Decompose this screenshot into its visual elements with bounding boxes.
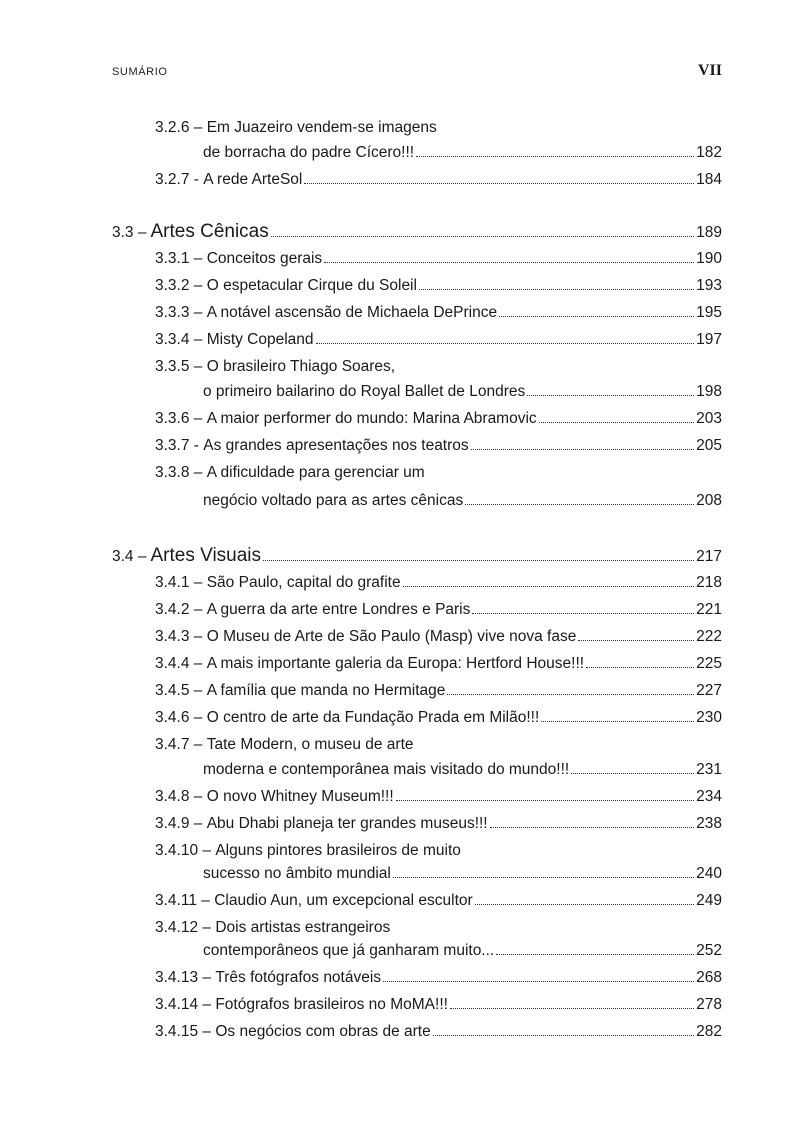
toc-entry [155, 118, 722, 138]
toc-entry [155, 735, 722, 755]
entry-title: O Museu de Arte de São Paulo (Masp) vive nova fase [206, 628, 577, 645]
entry-number: 3.2.6 – [155, 119, 203, 136]
entry-number: 3.3.7 - [155, 437, 199, 454]
running-head: SUMÁRIO [112, 66, 168, 78]
entry-page: 222 [696, 628, 722, 645]
toc-entry [155, 573, 722, 593]
entry-title: A família que manda no Hermitage [206, 682, 446, 699]
dot-leader [271, 236, 694, 237]
entry-page: 252 [696, 942, 722, 959]
entry-title: Abu Dhabi planeja ter grandes museus!!! [206, 815, 488, 832]
dot-leader [324, 262, 694, 263]
toc-entry [155, 330, 722, 350]
entry-page: 231 [696, 761, 722, 778]
entry-number: 3.3.8 – [155, 464, 203, 481]
toc-entry [155, 787, 722, 807]
dot-leader [496, 954, 694, 955]
entry-page: 205 [696, 437, 722, 454]
dot-leader [419, 289, 694, 290]
entry-number: 3.3.4 – [155, 331, 203, 348]
dot-leader [472, 613, 694, 614]
entry-title: Em Juazeiro vendem-se imagens [206, 119, 437, 136]
entry-title: As grandes apresentações nos teatros [203, 437, 469, 454]
toc-entry [155, 249, 722, 269]
dot-leader [586, 667, 694, 668]
entry-number: 3.4.4 – [155, 655, 203, 672]
entry-title: A mais importante galeria da Europa: Hertford House!!! [206, 655, 585, 672]
entry-title: A notável ascensão de Michaela DePrince [206, 304, 498, 321]
entry-title-continued: o primeiro bailarino do Royal Ballet de Londres [203, 383, 526, 400]
toc-section [112, 222, 722, 243]
toc-entry [155, 891, 722, 911]
entry-title-continued: sucesso no âmbito mundial [203, 865, 391, 882]
dot-leader [450, 1008, 694, 1009]
dot-leader [499, 316, 694, 317]
entry-number: 3.3.6 – [155, 410, 203, 427]
entry-title: Alguns pintores brasileiros de muito [215, 842, 461, 859]
toc-entry-continuation [203, 941, 722, 961]
entry-page: 227 [696, 682, 722, 699]
toc-entry [155, 357, 722, 377]
entry-number: 3.4.14 – [155, 996, 212, 1013]
toc-entry [155, 463, 722, 483]
entry-title: Tate Modern, o museu de arte [206, 736, 414, 753]
dot-leader [447, 694, 694, 695]
dot-leader [304, 183, 694, 184]
entry-page: 282 [696, 1023, 722, 1040]
toc-section [112, 546, 722, 567]
entry-title: A maior performer do mundo: Marina Abramovic [206, 410, 537, 427]
section-page: 189 [696, 224, 722, 241]
toc-entry [155, 436, 722, 456]
entry-title: O novo Whitney Museum!!! [206, 788, 394, 805]
toc-entry [155, 681, 722, 701]
toc-entry [155, 170, 722, 190]
entry-title: O centro de arte da Fundação Prada em Milão!!! [206, 709, 540, 726]
entry-title-continued: moderna e contemporânea mais visitado do mundo!!! [203, 761, 570, 778]
toc-entry [155, 841, 722, 861]
entry-page: 193 [696, 277, 722, 294]
entry-page: 203 [696, 410, 722, 427]
toc-entry [155, 409, 722, 429]
dot-leader [403, 586, 695, 587]
entry-title-continued: contemporâneos que já ganharam muito... [203, 942, 495, 959]
toc-entry [155, 968, 722, 988]
dot-leader [316, 343, 695, 344]
dot-leader [571, 773, 694, 774]
dot-leader [539, 422, 694, 423]
entry-number: 3.4.11 – [155, 892, 210, 909]
toc-entry [155, 1022, 722, 1042]
toc-entry [155, 995, 722, 1015]
toc-entry [155, 276, 722, 296]
entry-page: 218 [696, 574, 722, 591]
toc-entry [155, 708, 722, 728]
entry-title-continued: de borracha do padre Cícero!!! [203, 144, 415, 161]
entry-page: 195 [696, 304, 722, 321]
dot-leader [433, 1035, 694, 1036]
toc-entry [155, 814, 722, 834]
dot-leader [471, 449, 694, 450]
dot-leader [465, 504, 694, 505]
entry-page: 182 [696, 144, 722, 161]
entry-title: Os negócios com obras de arte [215, 1023, 431, 1040]
entry-page: 197 [696, 331, 722, 348]
dot-leader [541, 721, 694, 722]
section-number: 3.3 – [112, 224, 147, 241]
toc-entry-continuation [203, 143, 722, 163]
entry-title-continued: negócio voltado para as artes cênicas [203, 492, 464, 509]
entry-title: A rede ArteSol [203, 171, 303, 188]
entry-title: Misty Copeland [206, 331, 314, 348]
entry-page: 249 [696, 892, 722, 909]
entry-number: 3.3.1 – [155, 250, 203, 267]
entry-number: 3.4.12 – [155, 919, 212, 936]
toc-entry-continuation [203, 760, 722, 780]
entry-title: Três fotógrafos notáveis [215, 969, 382, 986]
section-page: 217 [696, 548, 722, 565]
toc-entry [155, 303, 722, 323]
toc-entry [155, 600, 722, 620]
entry-title: O brasileiro Thiago Soares, [206, 358, 396, 375]
entry-page: 278 [696, 996, 722, 1013]
dot-leader [475, 904, 694, 905]
entry-page: 190 [696, 250, 722, 267]
section-title: Artes Cênicas [150, 221, 269, 242]
entry-title: Claudio Aun, um excepcional escultor [214, 892, 473, 909]
entry-page: 225 [696, 655, 722, 672]
entry-number: 3.4.1 – [155, 574, 203, 591]
entry-page: 268 [696, 969, 722, 986]
entry-number: 3.3.2 – [155, 277, 203, 294]
entry-page: 234 [696, 788, 722, 805]
entry-title: Fotógrafos brasileiros no MoMA!!! [215, 996, 448, 1013]
entry-number: 3.4.13 – [155, 969, 212, 986]
dot-leader [396, 800, 694, 801]
entry-number: 3.4.3 – [155, 628, 203, 645]
entry-title: A dificuldade para gerenciar um [206, 464, 425, 481]
page-number: VII [697, 62, 722, 79]
toc-entry-continuation [203, 491, 722, 511]
toc-entry-continuation [203, 864, 722, 884]
entry-page: 184 [696, 171, 722, 188]
entry-title: São Paulo, capital do grafite [206, 574, 401, 591]
entry-number: 3.4.7 – [155, 736, 203, 753]
entry-page: 230 [696, 709, 722, 726]
toc-entry [155, 918, 722, 938]
dot-leader [383, 981, 694, 982]
toc-entry [155, 627, 722, 647]
toc-entry-continuation [203, 382, 722, 402]
dot-leader [490, 827, 695, 828]
entry-number: 3.4.9 – [155, 815, 203, 832]
entry-title: Conceitos gerais [206, 250, 323, 267]
entry-number: 3.4.15 – [155, 1023, 212, 1040]
dot-leader [578, 640, 694, 641]
entry-title: Dois artistas estrangeiros [215, 919, 391, 936]
entry-title: O espetacular Cirque du Soleil [206, 277, 417, 294]
entry-title: A guerra da arte entre Londres e Paris [206, 601, 471, 618]
entry-page: 221 [696, 601, 722, 618]
entry-page: 240 [696, 865, 722, 882]
entry-number: 3.4.2 – [155, 601, 203, 618]
entry-number: 3.3.5 – [155, 358, 203, 375]
section-title: Artes Visuais [150, 545, 262, 566]
entry-page: 238 [696, 815, 722, 832]
dot-leader [416, 156, 694, 157]
entry-number: 3.4.8 – [155, 788, 203, 805]
entry-number: 3.3.3 – [155, 304, 203, 321]
dot-leader [527, 395, 694, 396]
toc-entry [155, 654, 722, 674]
entry-number: 3.2.7 - [155, 171, 199, 188]
entry-page: 208 [696, 492, 722, 509]
entry-number: 3.4.5 – [155, 682, 203, 699]
dot-leader [393, 877, 694, 878]
entry-number: 3.4.10 – [155, 842, 212, 859]
section-number: 3.4 – [112, 548, 147, 565]
entry-page: 198 [696, 383, 722, 400]
entry-number: 3.4.6 – [155, 709, 203, 726]
dot-leader [263, 560, 694, 561]
